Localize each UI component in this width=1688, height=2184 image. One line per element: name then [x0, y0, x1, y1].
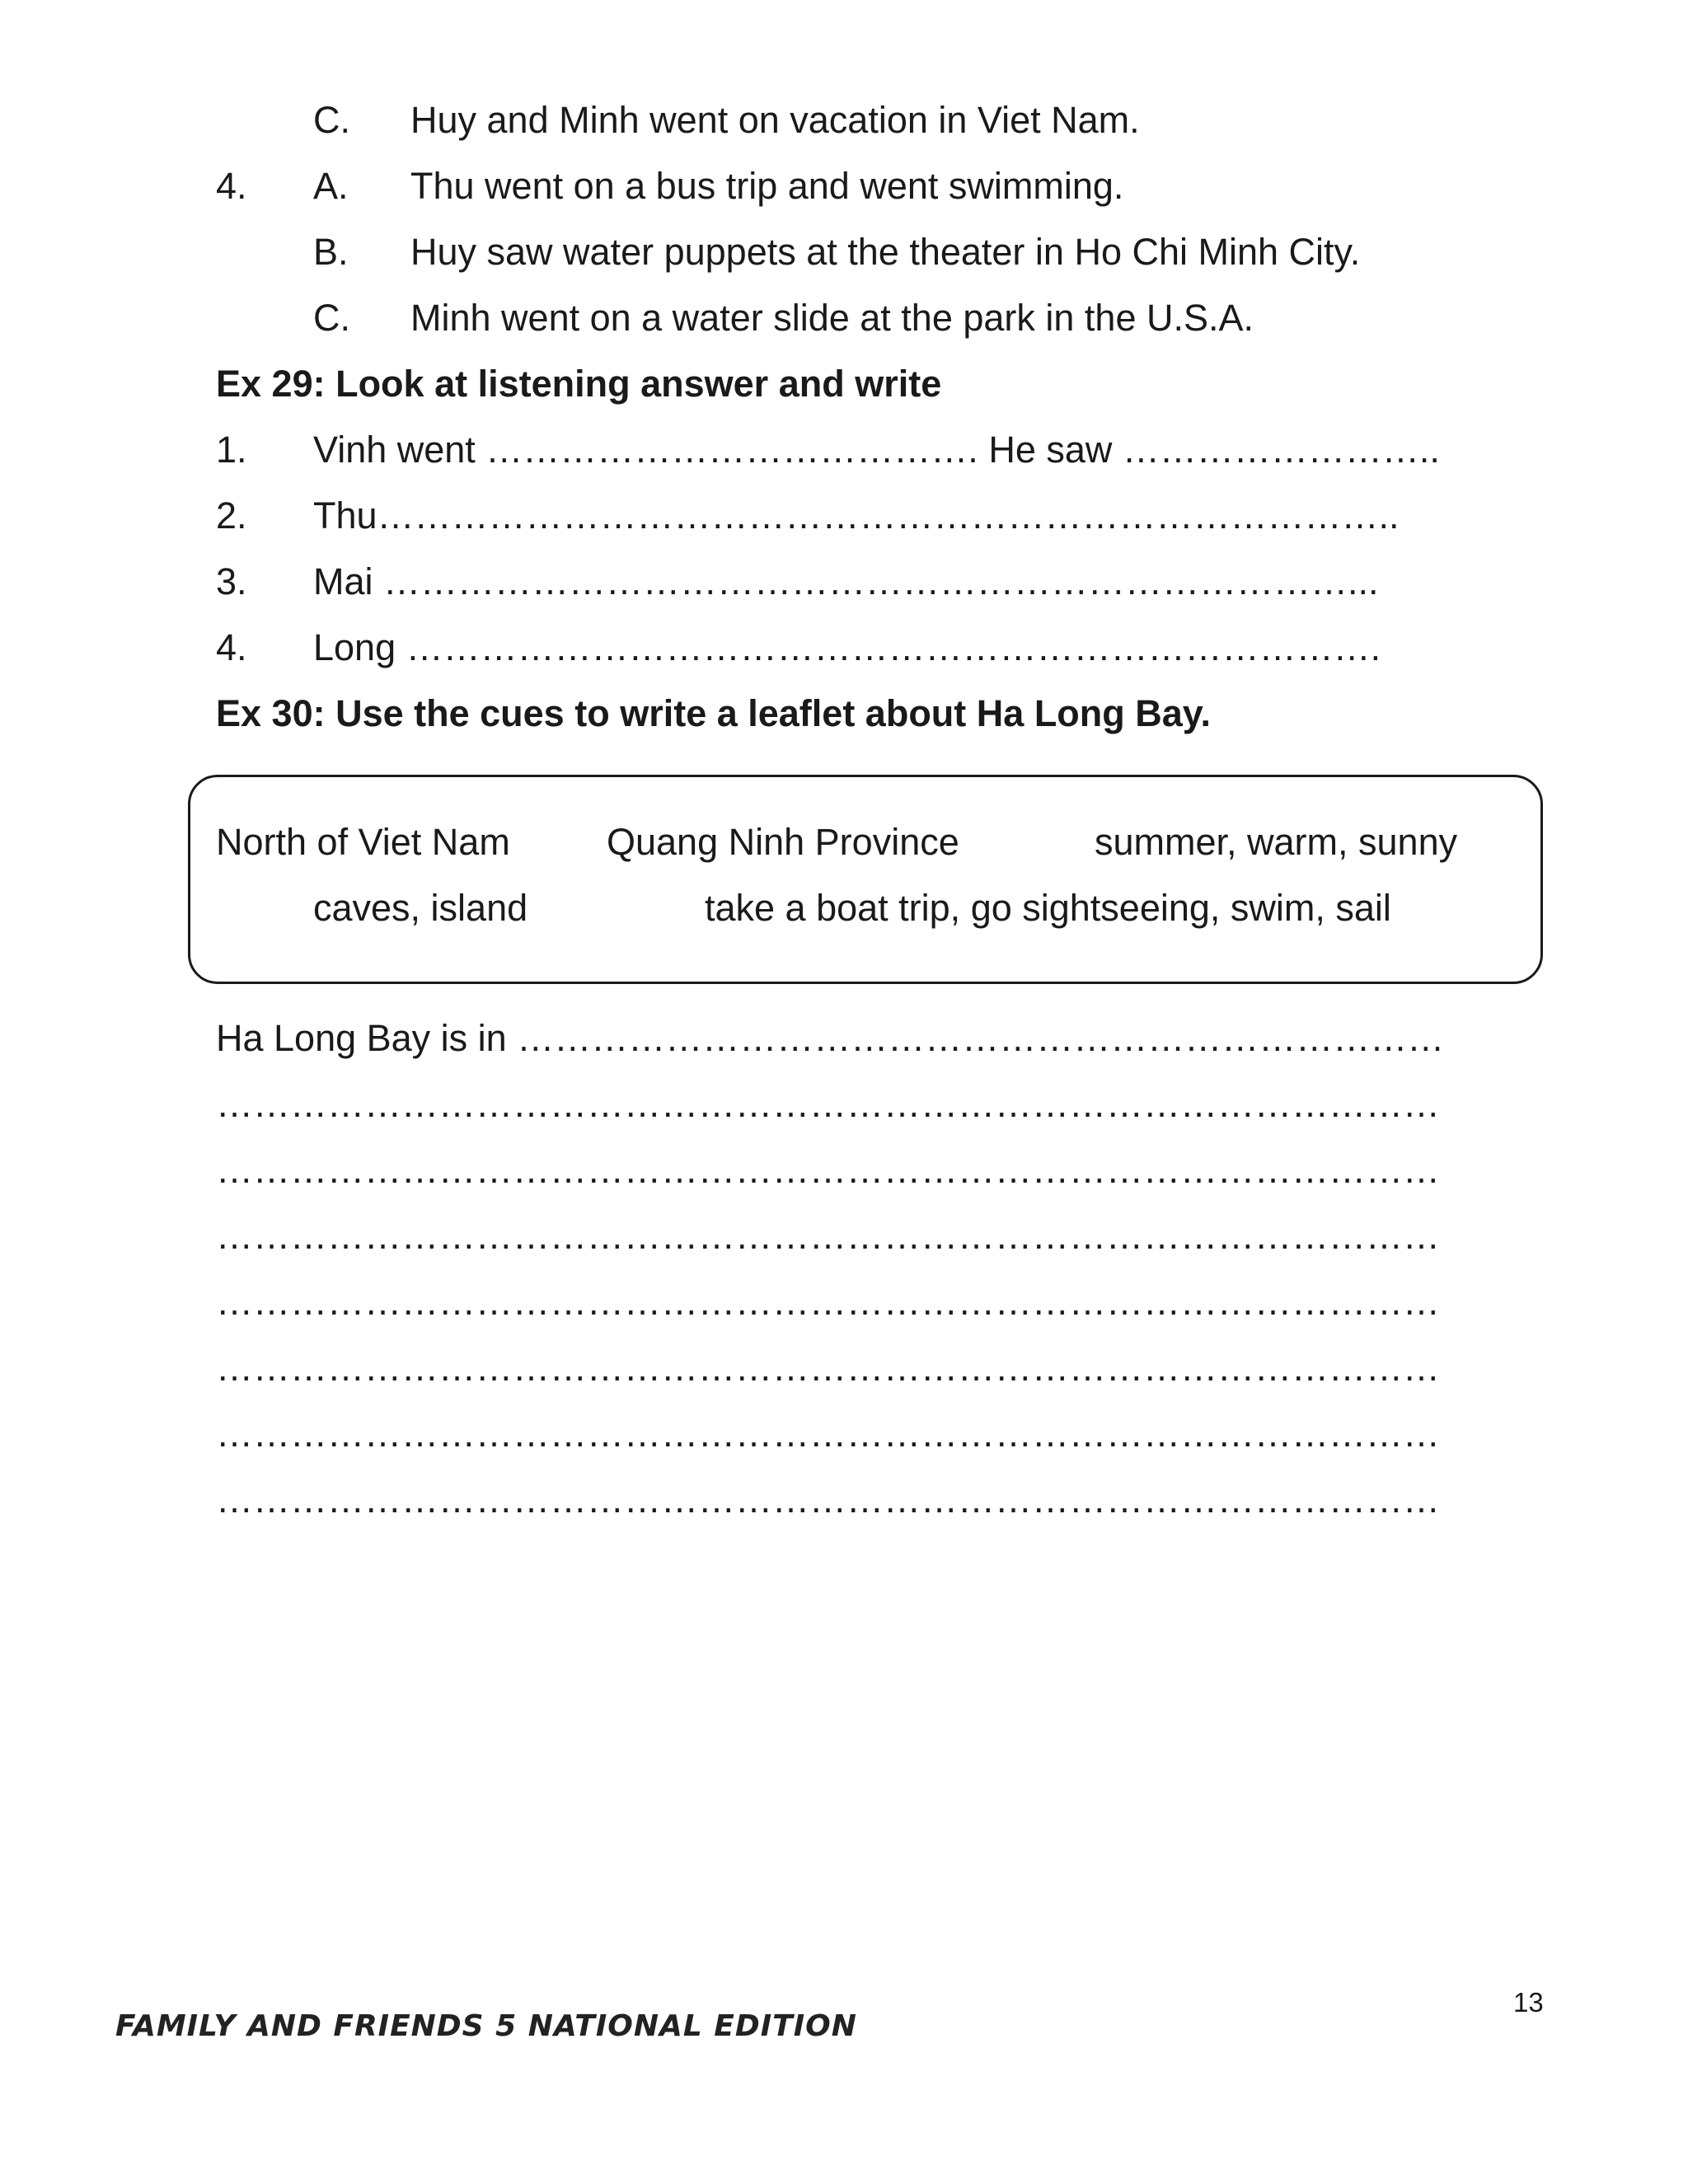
- blank-writing-line: [0, 1401, 1688, 1467]
- dotted-line: ………………………………………………………………………………………: [216, 1215, 1440, 1257]
- answer-option-3c: [0, 87, 1688, 153]
- answer-option-4b: [0, 219, 1688, 285]
- exercise-30-title: [0, 681, 1688, 747]
- cue-province: Quang Ninh Province: [607, 821, 959, 863]
- blank-writing-line: [0, 1335, 1688, 1401]
- page-number: 13: [1513, 1987, 1544, 2018]
- writing-item-3: [0, 549, 1688, 615]
- cue-box: [188, 775, 1543, 984]
- exercise-29-title: [0, 351, 1688, 417]
- blank-writing-line: [0, 1467, 1688, 1533]
- answer-option-4a: [0, 153, 1688, 219]
- item-number: 3.: [216, 560, 247, 602]
- option-letter: B.: [313, 231, 349, 273]
- writing-item-2: [0, 483, 1688, 549]
- cue-location: North of Viet Nam: [216, 821, 510, 863]
- item-number: 2.: [216, 494, 247, 537]
- item-text: Vinh went …………………………………. He saw ……………………..: [313, 429, 1440, 471]
- dotted-line: ………………………………………………………………………………………: [216, 1281, 1440, 1323]
- item-text: Mai ……………………………………………………………………...: [313, 560, 1379, 602]
- blank-writing-line: [0, 1203, 1688, 1269]
- item-number: 4.: [216, 626, 247, 668]
- answer-option-4c: [0, 285, 1688, 351]
- item-number: 1.: [216, 429, 247, 471]
- option-text: Minh went on a water slide at the park in the U.S.A.: [410, 297, 1254, 339]
- option-letter: A.: [313, 165, 349, 207]
- leaflet-start-text: Ha Long Bay is in …………………………………………………………………: [216, 1017, 1445, 1059]
- dotted-line: ………………………………………………………………………………………: [216, 1413, 1440, 1455]
- question-number: 4.: [216, 165, 247, 207]
- writing-item-4: [0, 615, 1688, 681]
- option-text: Huy and Minh went on vacation in Viet Nam.: [410, 99, 1140, 141]
- item-text: Long …………………………………………………………………….: [313, 626, 1381, 668]
- option-letter: C.: [313, 297, 350, 339]
- blank-writing-line: [0, 1137, 1688, 1203]
- option-text: Huy saw water puppets at the theater in Ho Chi Minh City.: [410, 231, 1361, 273]
- footer-brand: FAMILY AND FRIENDS 5 NATIONAL EDITION: [115, 2009, 857, 2043]
- option-text: Thu went on a bus trip and went swimming.: [410, 165, 1124, 207]
- writing-item-1: [0, 417, 1688, 483]
- exercise-title-text: Ex 30: Use the cues to write a leaflet about Ha Long Bay.: [216, 692, 1211, 734]
- cue-activities: take a boat trip, go sightseeing, swim, sail: [705, 887, 1391, 929]
- leaflet-first-line: [0, 1005, 1688, 1071]
- exercise-title-text: Ex 29: Look at listening answer and write: [216, 363, 942, 405]
- blank-writing-line: [0, 1269, 1688, 1335]
- dotted-line: ………………………………………………………………………………………: [216, 1083, 1440, 1125]
- blank-writing-line: [0, 1071, 1688, 1137]
- option-letter: C.: [313, 99, 350, 141]
- item-text: Thu………………………………………………………………………..: [313, 494, 1400, 537]
- dotted-line: ………………………………………………………………………………………: [216, 1479, 1440, 1521]
- cue-weather: summer, warm, sunny: [1095, 821, 1458, 863]
- dotted-line: ………………………………………………………………………………………: [216, 1347, 1440, 1389]
- cue-features: caves, island: [313, 887, 528, 929]
- dotted-line: ………………………………………………………………………………………: [216, 1149, 1440, 1191]
